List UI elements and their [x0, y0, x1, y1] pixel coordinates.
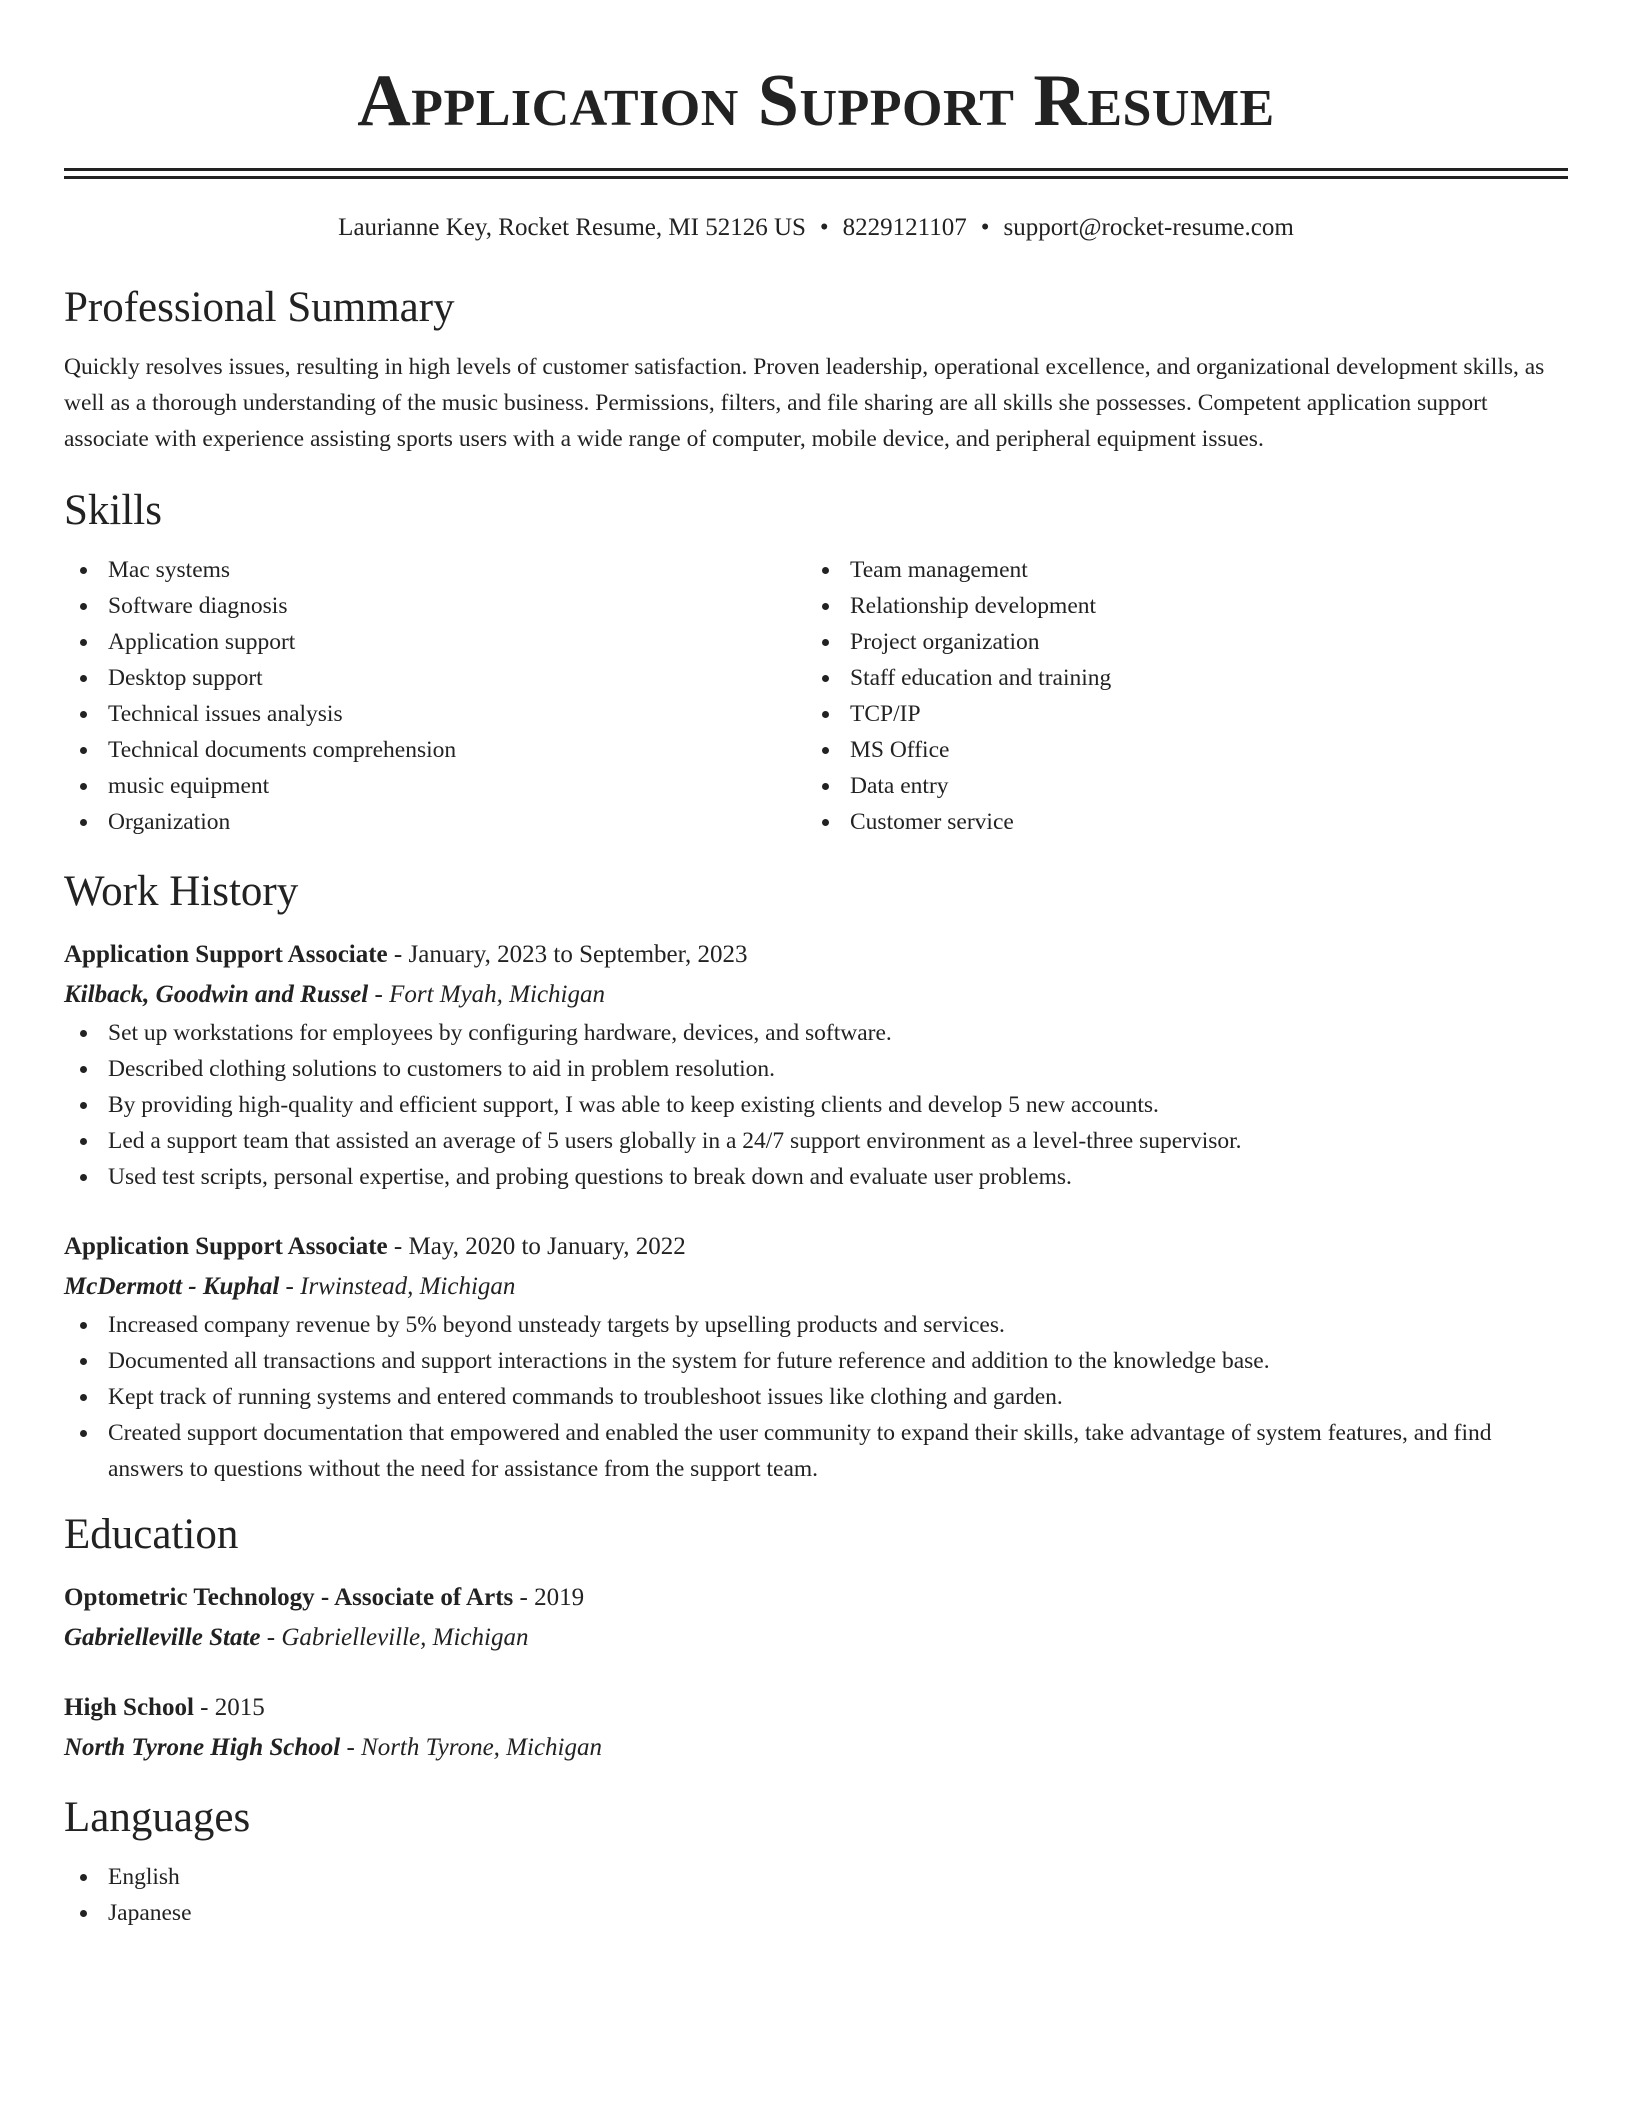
skill-item: MS Office	[806, 732, 1548, 768]
contact-separator: •	[980, 214, 990, 241]
job-duty: Created support documentation that empowered and enabled the user community to expand their skills, take advantage of system features, and find answers to questions without the need for assistance from the support team.	[64, 1415, 1568, 1487]
job-company-line: Kilback, Goodwin and Russel - Fort Myah, Michigan	[64, 981, 605, 1008]
resume-title: Application Support Resume	[357, 60, 1275, 142]
job-company: McDermott - Kuphal	[64, 1273, 280, 1300]
job-duty: Documented all transactions and support interactions in the system for future reference and addition to the knowledge base.	[64, 1343, 1568, 1379]
skill-item: Customer service	[806, 804, 1548, 840]
education-heading: Education	[64, 1511, 239, 1558]
work-history-heading: Work History	[64, 868, 299, 915]
job-duty: By providing high-quality and efficient support, I was able to keep existing clients and develop 5 new accounts.	[64, 1087, 1568, 1123]
job-company-line: McDermott - Kuphal - Irwinstead, Michigan	[64, 1273, 516, 1300]
skill-item: Application support	[64, 624, 806, 660]
contact-phone: 8229121107	[842, 214, 967, 241]
language-item: English	[64, 1859, 1568, 1895]
skill-item: Desktop support	[64, 660, 806, 696]
skill-item: Staff education and training	[806, 660, 1548, 696]
job-dates: January, 2023 to September, 2023	[408, 941, 748, 968]
education-school: North Tyrone High School	[64, 1734, 341, 1761]
job-duty: Set up workstations for employees by configuring hardware, devices, and software.	[64, 1015, 1568, 1051]
skills-grid	[64, 552, 1568, 840]
job-location: Fort Myah, Michigan	[389, 981, 605, 1008]
education-location: Gabrielleville, Michigan	[281, 1624, 529, 1651]
job-title: Application Support Associate	[64, 941, 388, 968]
education-degree-line: High School - 2015	[64, 1694, 265, 1721]
languages-heading: Languages	[64, 1794, 251, 1841]
skill-item: Software diagnosis	[64, 588, 806, 624]
skill-item: Data entry	[806, 768, 1548, 804]
job-title-line: Application Support Associate - January, 2023 to September, 2023	[64, 941, 748, 968]
job-title-line: Application Support Associate - May, 2020 to January, 2022	[64, 1233, 686, 1260]
contact-address: Laurianne Key, Rocket Resume, MI 52126 US	[338, 214, 806, 241]
education-school-line: North Tyrone High School - North Tyrone, Michigan	[64, 1734, 602, 1761]
summary-text: Quickly resolves issues, resulting in high levels of customer satisfaction. Proven leadership, operational excellence, and organizational development skills, as well as a thorough understanding of the music business. Permissions, filters, and file sharing are all skills she possesses. Competent application support associate with experience assisting sports users with a wide range of computer, mobile device, and peripheral equipment issues.	[64, 354, 1545, 452]
skills-column-right	[806, 552, 1548, 840]
contact-separator: •	[819, 214, 829, 241]
job-duty: Led a support team that assisted an average of 5 users globally in a 24/7 support environment as a level-three supervisor.	[64, 1123, 1568, 1159]
education-school: Gabrielleville State	[64, 1624, 261, 1651]
education-location: North Tyrone, Michigan	[361, 1734, 602, 1761]
job-duties-list	[64, 1015, 1568, 1195]
summary-heading: Professional Summary	[64, 284, 455, 331]
skill-item: Project organization	[806, 624, 1548, 660]
contact-line	[64, 215, 1568, 240]
job-title: Application Support Associate	[64, 1233, 388, 1260]
job-duties-list	[64, 1307, 1568, 1487]
job-duty: Described clothing solutions to customers to aid in problem resolution.	[64, 1051, 1568, 1087]
education-year: 2019	[534, 1584, 585, 1611]
job-entry	[64, 935, 1568, 1195]
job-dates: May, 2020 to January, 2022	[408, 1233, 686, 1260]
skill-item: Technical documents comprehension	[64, 732, 806, 768]
job-entry	[64, 1227, 1568, 1487]
education-school-line: Gabrielleville State - Gabrielleville, Michigan	[64, 1624, 529, 1651]
education-year: 2015	[214, 1694, 265, 1721]
languages-list	[64, 1859, 1568, 1931]
language-item: Japanese	[64, 1895, 1568, 1931]
skill-item: Team management	[806, 552, 1548, 588]
job-duty: Used test scripts, personal expertise, and probing questions to break down and evaluate user problems.	[64, 1159, 1568, 1195]
skills-column-left	[64, 552, 806, 840]
education-entry	[64, 1578, 1568, 1658]
skill-item: music equipment	[64, 768, 806, 804]
skills-list-right	[806, 552, 1548, 840]
skill-item: Relationship development	[806, 588, 1548, 624]
job-duty: Increased company revenue by 5% beyond unsteady targets by upselling products and services.	[64, 1307, 1568, 1343]
job-location: Irwinstead, Michigan	[300, 1273, 516, 1300]
skill-item: Technical issues analysis	[64, 696, 806, 732]
job-duty: Kept track of running systems and entered commands to troubleshoot issues like clothing and garden.	[64, 1379, 1568, 1415]
job-company: Kilback, Goodwin and Russel	[64, 981, 369, 1008]
title-double-rule	[64, 168, 1568, 179]
education-degree: Optometric Technology - Associate of Arts	[64, 1584, 514, 1611]
education-degree: High School	[64, 1694, 194, 1721]
education-entry	[64, 1688, 1568, 1768]
education-degree-line: Optometric Technology - Associate of Arts - 2019	[64, 1584, 585, 1611]
contact-email: support@rocket-resume.com	[1003, 214, 1294, 241]
skill-item: TCP/IP	[806, 696, 1548, 732]
skills-list-left	[64, 552, 806, 840]
skills-heading: Skills	[64, 487, 162, 534]
skill-item: Organization	[64, 804, 806, 840]
skill-item: Mac systems	[64, 552, 806, 588]
